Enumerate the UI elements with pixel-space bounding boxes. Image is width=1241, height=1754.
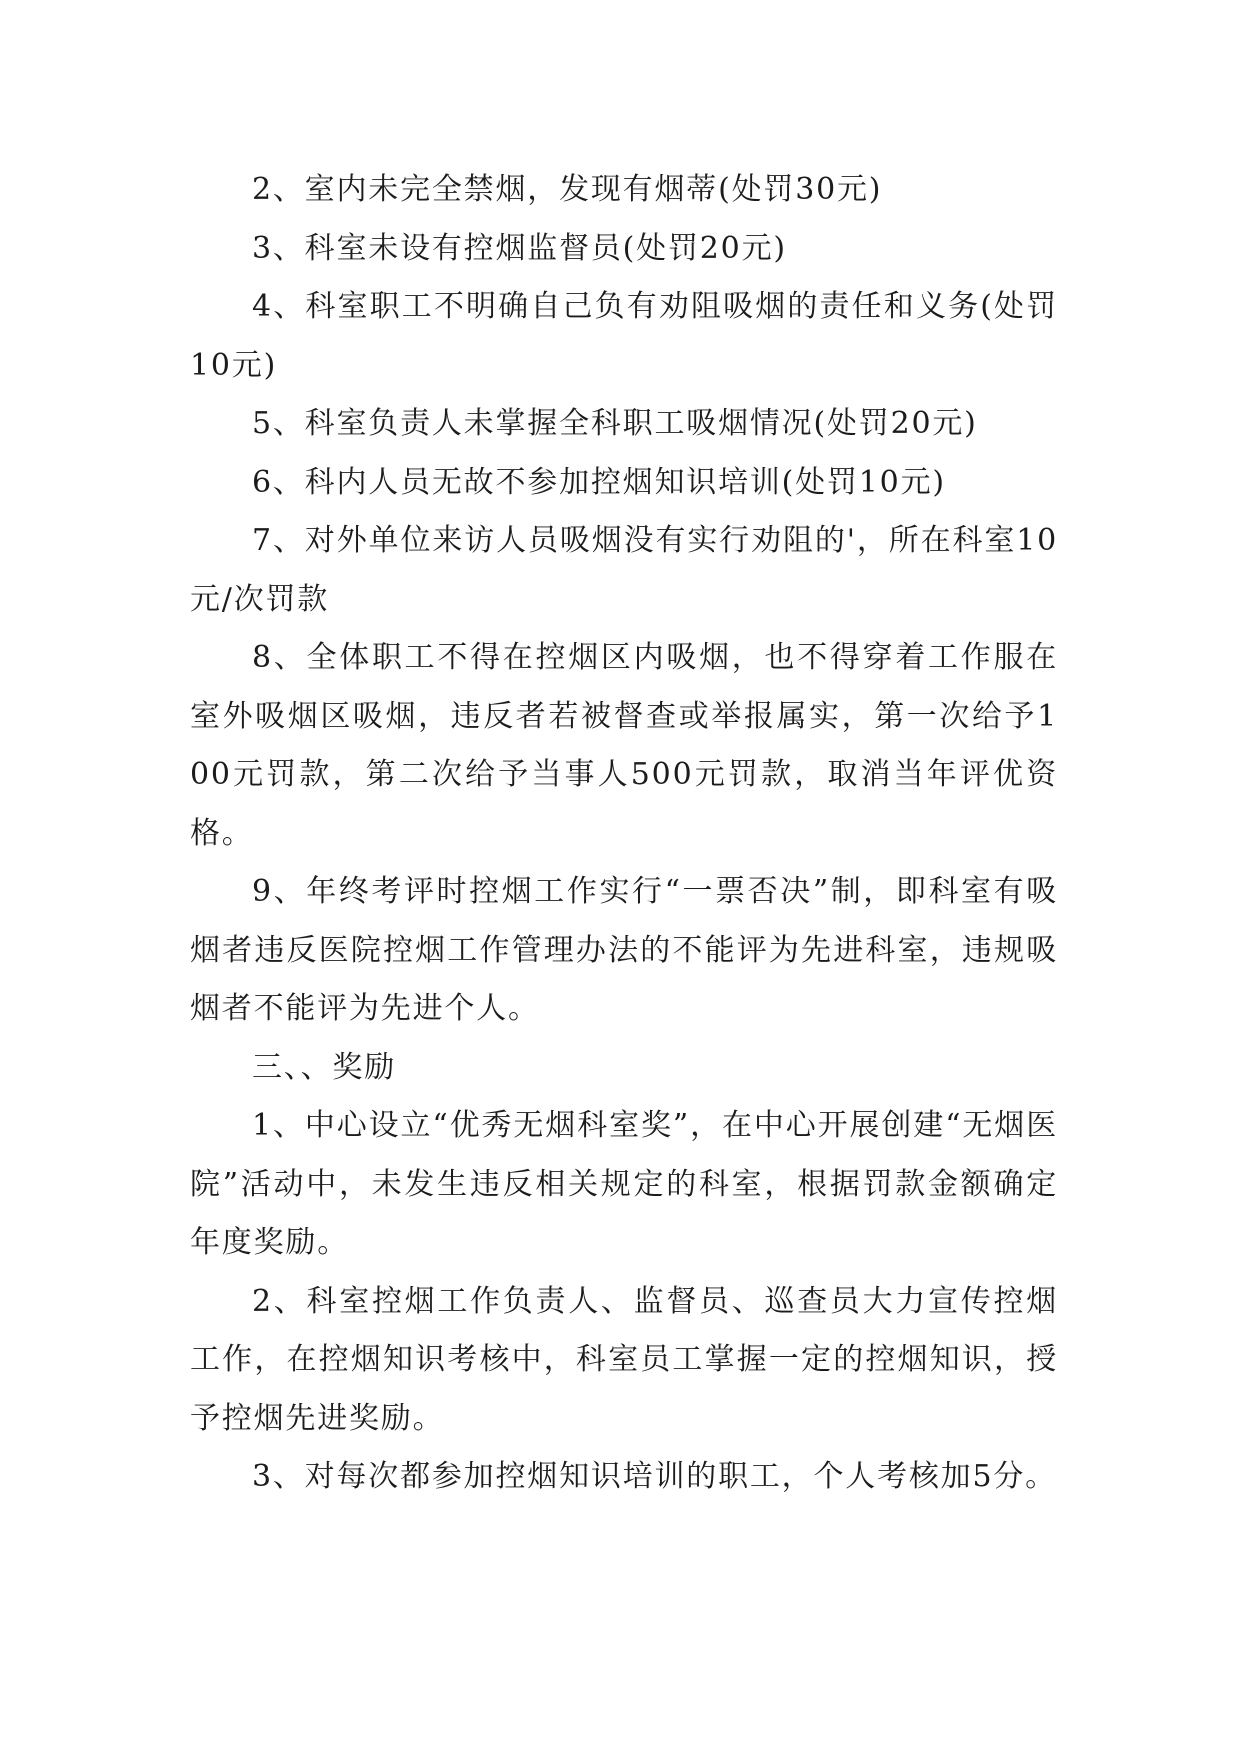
section-heading-rewards: 三、、奖励	[252, 1049, 396, 1085]
paragraph-item-8: 8、全体职工不得在控烟区内吸烟，也不得穿着工作服在室外吸烟区吸烟，违反者若被督查或举报属实，第一次给予100元罚款，第二次给予当事人500元罚款，取消当年评优资格。	[190, 640, 1058, 851]
paragraph-item-5: 5、科室负责人未掌握全科职工吸烟情况(处罚20元)	[252, 406, 978, 441]
paragraph-item-6: 6、科内人员无故不参加控烟知识培训(处罚10元)	[252, 464, 946, 500]
paragraph-item-7: 7、对外单位来访人员吸烟没有实行劝阻的'，所在科室10元/次罚款	[190, 523, 1058, 617]
document-body	[190, 161, 1058, 1507]
paragraph-item-2: 2、室内未完全禁烟，发现有烟蒂(处罚30元)	[252, 172, 883, 207]
paragraph-item-9: 9、年终考评时控烟工作实行“一票否决”制，即科室有吸烟者违反医院控烟工作管理办法的不能评为先进科室，违规吸烟者不能评为先进个人。	[190, 874, 1058, 1026]
reward-item-3: 3、对每次都参加控烟知识培训的职工，个人考核加5分。	[252, 1459, 1057, 1494]
paragraph-item-4: 4、科室职工不明确自己负有劝阻吸烟的责任和义务(处罚10元)	[190, 289, 1058, 383]
reward-item-1: 1、中心设立“优秀无烟科室奖”，在中心开展创建“无烟医院”活动中，未发生违反相关规定的科室，根据罚款金额确定年度奖励。	[190, 1108, 1058, 1260]
reward-item-2: 2、科室控烟工作负责人、监督员、巡查员大力宣传控烟工作，在控烟知识考核中，科室员工掌握一定的控烟知识，授予控烟先进奖励。	[190, 1283, 1058, 1436]
paragraph-item-3: 3、科室未设有控烟监督员(处罚20元)	[252, 230, 787, 266]
